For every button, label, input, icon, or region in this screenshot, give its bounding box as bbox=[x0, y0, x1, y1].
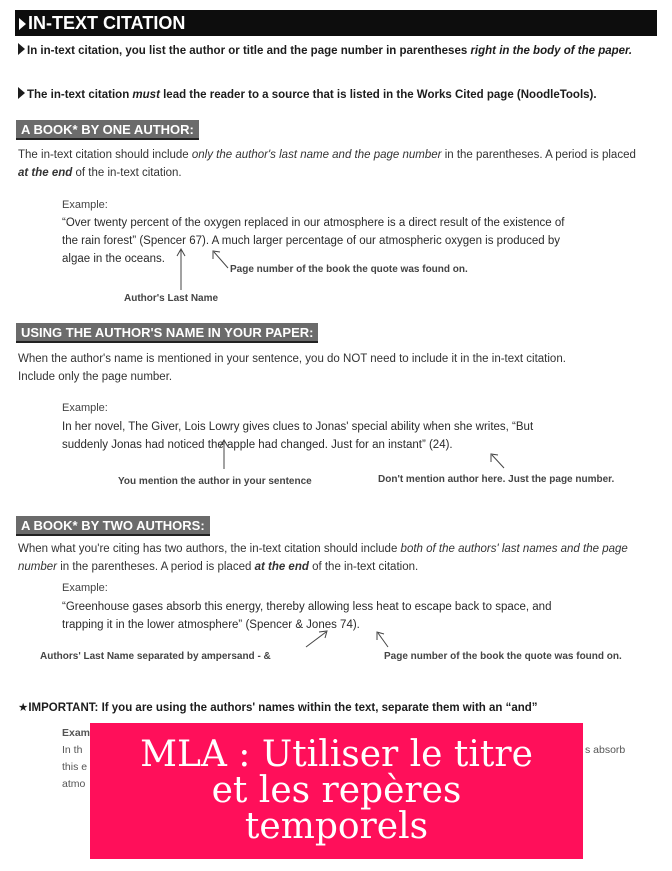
section-header-one-author: A BOOK* BY ONE AUTHOR: bbox=[16, 120, 199, 140]
section2-example-line-2: suddenly Jonas had noticed the apple had changed. Just for an instant” (24). bbox=[62, 439, 453, 451]
important-example-fragment: Exam bbox=[62, 727, 91, 739]
main-header bbox=[15, 10, 657, 36]
important-note: ★IMPORTANT: If you are using the authors' names within the text, separate them with an “and” bbox=[18, 702, 538, 714]
important-line-fragment-4: s absorb bbox=[585, 744, 626, 756]
section3-example-line-1: “Greenhouse gases absorb this energy, thereby allowing less heat to escape back to space, and bbox=[62, 601, 552, 613]
arrow-ampersand bbox=[306, 632, 326, 647]
section1-note-author: Author's Last Name bbox=[124, 293, 219, 304]
title-overlay-banner bbox=[90, 723, 583, 859]
section1-example-line-1: “Over twenty percent of the oxygen replaced in our atmosphere is a direct result of the existence of bbox=[62, 217, 565, 229]
section2-paragraph-line-1: When the author's name is mentioned in your sentence, you do NOT need to include it in the in-text citation. bbox=[18, 353, 566, 365]
section3-example-label: Example: bbox=[62, 582, 108, 594]
overlay-title: MLA : Utiliser le titre et les repères temporels bbox=[140, 734, 533, 847]
section3-note-page-number: Page number of the book the quote was found on. bbox=[384, 651, 622, 662]
section3-note-ampersand: Authors' Last Name separated by ampersand - & bbox=[40, 651, 271, 662]
star-icon: ★ bbox=[18, 702, 29, 714]
arrow-page-number-3 bbox=[378, 633, 388, 647]
section3-example-line-2: trapping it in the lower atmosphere” (Spencer & Jones 74). bbox=[62, 619, 360, 631]
important-line-fragment-1: In th bbox=[62, 744, 83, 756]
triangle-bullet-icon bbox=[18, 43, 25, 55]
section2-note-dont-mention: Don't mention author here. Just the page number. bbox=[378, 474, 615, 485]
section2-example-label: Example: bbox=[62, 402, 108, 414]
section1-example-line-2: the rain forest” (Spencer 67). A much larger percentage of our atmospheric oxygen is produced by bbox=[62, 235, 560, 247]
section1-example-label: Example: bbox=[62, 199, 108, 211]
section3-paragraph: When what you're citing has two authors, the in-text citation should include both of the authors' last names and the page number in the parentheses. A period is placed at the end of the in-text citation. bbox=[18, 543, 628, 573]
main-header-title: IN-TEXT CITATION bbox=[28, 13, 186, 33]
section2-paragraph-line-2: Include only the page number. bbox=[18, 371, 173, 383]
arrow-page-number-2 bbox=[492, 455, 504, 468]
important-line-fragment-2: this e bbox=[62, 761, 88, 773]
triangle-bullet-icon bbox=[18, 87, 25, 99]
section2-example-line-1: In her novel, The Giver, Lois Lowry gives clues to Jonas' special ability when she writes, “But bbox=[62, 421, 534, 433]
section1-example-line-3: algae in the oceans. bbox=[62, 253, 165, 265]
section-header-two-authors: A BOOK* BY TWO AUTHORS: bbox=[16, 516, 210, 536]
section2-note-mention: You mention the author in your sentence bbox=[118, 476, 312, 487]
intro-paragraph-2: The in-text citation must lead the reader to a source that is listed in the Works Cited page (NoodleTools). bbox=[18, 87, 648, 104]
arrow-page-number-2-head bbox=[491, 454, 498, 462]
intro-paragraph-1: In in-text citation, you list the author or title and the page number in parentheses right in the body of the paper. bbox=[18, 43, 648, 60]
important-line-fragment-3: atmo bbox=[62, 778, 86, 790]
triangle-bullet-icon bbox=[19, 18, 26, 30]
section-header-author-name: USING THE AUTHOR'S NAME IN YOUR PAPER: bbox=[16, 323, 318, 343]
section1-note-page-number: Page number of the book the quote was found on. bbox=[230, 264, 468, 275]
section1-paragraph: The in-text citation should include only the author's last name and the page number in the parentheses. A period is placed at the end of the in-text citation. bbox=[18, 149, 636, 179]
